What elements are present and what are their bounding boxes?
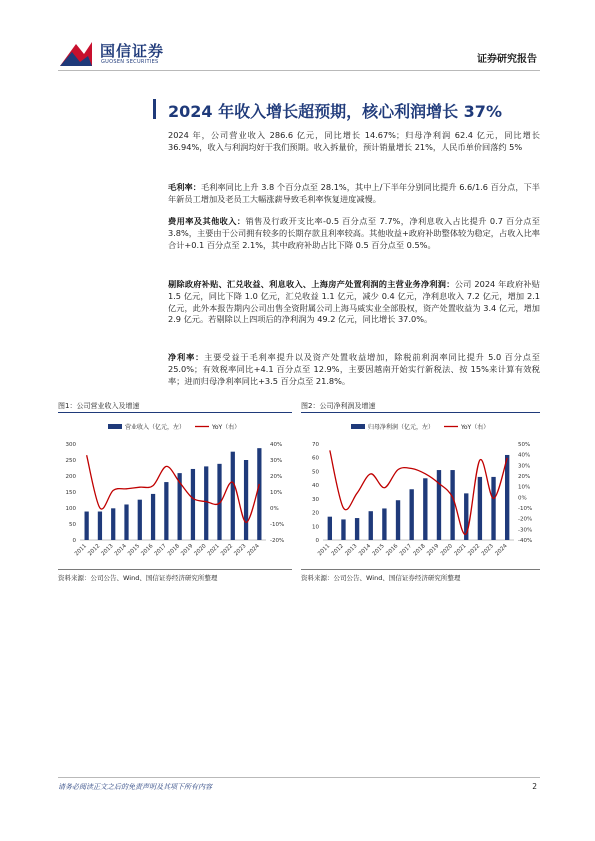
- guosen-logo-icon: [58, 38, 94, 68]
- x-axis-tick-label: 2018: [412, 543, 427, 558]
- figure-bottom-rule: [301, 569, 540, 570]
- revenue-bar: [355, 518, 359, 540]
- left-axis-tick-label: 50: [69, 522, 76, 528]
- net-profit-chart: [301, 416, 540, 568]
- x-axis-tick-label: 2012: [330, 543, 345, 558]
- revenue-bar: [85, 512, 89, 540]
- left-axis-tick-label: 50: [312, 469, 319, 476]
- right-axis-tick-label: -40%: [518, 538, 533, 544]
- paragraph-net-margin: [168, 352, 540, 387]
- x-axis-tick-label: 2017: [398, 543, 414, 558]
- revenue-bar: [191, 469, 195, 540]
- x-axis-tick-label: 2015: [127, 543, 142, 558]
- revenue-bar: [124, 504, 128, 540]
- x-axis-tick-label: 2016: [385, 543, 400, 558]
- right-axis-tick-label: -20%: [518, 516, 533, 523]
- revenue-bar: [369, 511, 373, 540]
- figure-top-rule: [301, 412, 540, 413]
- right-axis-tick-label: -10%: [270, 522, 285, 528]
- paragraph-summary: [168, 130, 540, 154]
- x-axis-tick-label: 2022: [220, 543, 235, 558]
- chart-legend: [108, 423, 240, 431]
- page-number: 2: [532, 782, 537, 791]
- x-axis-tick-label: 2019: [180, 543, 195, 558]
- revenue-bar: [423, 478, 427, 540]
- x-axis-tick-label: 2014: [358, 543, 373, 558]
- revenue-bar: [478, 477, 482, 540]
- revenue-bar: [244, 460, 248, 540]
- figure-source: 资料来源：公司公告、Wind、国信证券经济研究所整理: [301, 574, 461, 582]
- x-axis-tick-label: 2015: [371, 543, 386, 558]
- figure-caption: 图1：公司营业收入及增速: [58, 402, 140, 410]
- left-axis-tick-label: 70: [312, 442, 319, 448]
- x-axis-tick-label: 2011: [317, 543, 332, 558]
- right-axis-tick-label: 40%: [518, 452, 531, 459]
- paragraph-text: 公司 2024 年政府补贴 1.5 亿元，同比下降 1.0 亿元，汇兑收益 1.1 亿元，减少 0.4 亿元，净利息收入 7.2 亿元，增加 2.1 亿元，此外本报告期内公司出售全资附属公司上海马威实业全部股权，资产处置收益为 3.4 亿元，增加 2.9 亿元。若剔除以上四项后的净利润为 49.2 亿元，同比增长 37.0%。: [168, 279, 540, 325]
- figure-bottom-rule: [58, 569, 292, 570]
- x-axis-tick-label: 2012: [87, 543, 102, 558]
- revenue-bar: [450, 470, 454, 540]
- paragraph-lead: 净利率：: [168, 352, 205, 362]
- title-accent-bar: [153, 99, 156, 119]
- legend-bar-label: 营业收入（亿元，左）: [125, 424, 186, 431]
- x-axis-tick-label: 2022: [467, 543, 482, 558]
- right-axis-tick-label: -20%: [270, 538, 285, 544]
- x-axis-tick-label: 2024: [246, 543, 261, 558]
- left-axis-tick-label: 20: [312, 510, 319, 517]
- right-axis-tick-label: 10%: [518, 484, 531, 491]
- revenue-bar: [491, 477, 495, 540]
- revenue-bar: [382, 508, 386, 540]
- left-axis-tick-label: 0: [72, 538, 76, 544]
- figure-source: 资料来源：公司公告、Wind、国信证券经济研究所整理: [58, 574, 218, 582]
- revenue-bar: [164, 482, 168, 540]
- revenue-bar: [98, 512, 102, 540]
- revenue-bar: [151, 494, 155, 540]
- x-axis-tick-label: 2018: [166, 543, 182, 558]
- left-axis-tick-label: 200: [65, 474, 76, 480]
- x-axis-tick-label: 2023: [480, 543, 495, 558]
- figure-top-rule: [58, 412, 292, 413]
- revenue-bar: [328, 517, 332, 540]
- revenue-bar: [437, 470, 441, 540]
- left-axis-tick-label: 30: [312, 496, 319, 503]
- paragraph-gross-margin: [168, 182, 540, 206]
- revenue-bar: [409, 489, 413, 540]
- paragraph-text: 销售及行政开支比率-0.5 百分点至 7.7%，净利息收入占比提升 0.7 百分点至 3.8%，主要由于公司拥有较多的长期存款且利率较高。其他收益+政府补助整体较为稳定，占收入比率合计+0.1 百分点至 2.1%，其中政府补助占比下降 0.5 百分点至 0.5%。: [168, 216, 540, 250]
- x-axis-tick-label: 2013: [100, 543, 115, 558]
- brand-name-en: GUOSEN SECURITIES: [101, 59, 159, 65]
- right-axis-tick-label: 50%: [518, 442, 531, 448]
- legend-bar-swatch: [351, 424, 365, 429]
- legend-bar-label: 归母净利润（亿元，左）: [368, 424, 435, 431]
- revenue-bar: [341, 519, 345, 540]
- figure-caption: 图2：公司净利润及增速: [301, 402, 376, 410]
- x-axis-tick-label: 2021: [206, 543, 221, 558]
- revenue-bar: [138, 500, 142, 540]
- x-axis-tick-label: 2016: [140, 543, 155, 558]
- revenue-bar: [396, 500, 400, 540]
- x-axis-tick-label: 2023: [233, 543, 248, 558]
- right-axis-tick-label: 40%: [270, 442, 283, 448]
- disclaimer-text: 请务必阅读正文之后的免责声明及其项下所有内容: [58, 783, 212, 791]
- legend-line-label: YoY（右）: [212, 424, 241, 431]
- footer-divider: [58, 777, 540, 778]
- x-axis-tick-label: 2021: [453, 543, 468, 558]
- paragraph-text: 主要受益于毛利率提升以及资产处置收益增加，除税前利润率同比提升 5.0 百分点至 25.0%；有效税率同比+4.1 百分点至 12.9%，主要因越南开始实行新税法、按 15%来计算有效税率；进而归母净利率同比+3.5 百分点至 21.8%。: [168, 352, 540, 386]
- x-axis-tick-label: 2019: [426, 543, 441, 558]
- right-axis-tick-label: 30%: [270, 458, 283, 464]
- revenue-chart: [58, 416, 292, 568]
- right-axis-tick-label: 10%: [270, 490, 283, 496]
- paragraph-lead: 剔除政府补贴、汇兑收益、利息收入、上海房产处置利润的主营业务净利润：: [168, 279, 455, 289]
- left-axis-tick-label: 40: [312, 483, 319, 490]
- paragraph-expense-ratio: [168, 216, 540, 251]
- revenue-bar: [204, 466, 208, 540]
- left-axis-tick-label: 60: [312, 455, 319, 462]
- right-axis-tick-label: 30%: [518, 463, 531, 470]
- revenue-bar: [111, 508, 115, 540]
- left-axis-tick-label: 300: [65, 442, 76, 448]
- paragraph-lead: 毛利率：: [168, 182, 201, 192]
- x-axis-tick-label: 2014: [113, 543, 128, 558]
- chart-legend: [351, 423, 489, 431]
- left-axis-tick-label: 100: [65, 506, 76, 512]
- right-axis-tick-label: -30%: [518, 527, 533, 534]
- x-axis-tick-label: 2011: [73, 543, 89, 558]
- x-axis-tick-label: 2013: [344, 543, 359, 558]
- revenue-bar: [257, 448, 261, 540]
- paragraph-lead: 费用率及其他收入：: [168, 216, 246, 226]
- paragraph-text: 2024 年，公司营业收入 286.6 亿元，同比增长 14.67%；归母净利润 62.4 亿元，同比增长 36.94%，收入与利润均好于我们预期。收入拆量价，预计销量增长 21%，人民币单价回落约 5%: [168, 130, 540, 152]
- left-axis-tick-label: 10: [312, 524, 319, 531]
- right-axis-tick-label: 0%: [270, 506, 279, 512]
- legend-bar-swatch: [108, 424, 122, 429]
- header-divider: [58, 70, 540, 71]
- x-axis-tick-label: 2017: [153, 543, 168, 558]
- x-axis-tick-label: 2020: [439, 543, 455, 558]
- page-title: 2024 年收入增长超预期，核心利润增长 37%: [168, 102, 502, 121]
- left-axis-tick-label: 0: [315, 538, 319, 544]
- x-axis-tick-label: 2024: [494, 543, 509, 558]
- left-axis-tick-label: 150: [65, 490, 76, 496]
- left-axis-tick-label: 250: [65, 458, 76, 464]
- x-axis-tick-label: 2020: [193, 543, 208, 558]
- right-axis-tick-label: 20%: [518, 474, 531, 480]
- right-axis-tick-label: -10%: [518, 506, 533, 512]
- paragraph-core-profit: [168, 279, 540, 326]
- document-type: 证券研究报告: [477, 54, 537, 65]
- brand-name: 国信证券: [100, 42, 165, 60]
- right-axis-tick-label: 20%: [270, 474, 283, 480]
- revenue-bar: [505, 455, 509, 540]
- legend-line-label: YoY（右）: [461, 424, 490, 431]
- right-axis-tick-label: 0%: [518, 495, 527, 502]
- revenue-bar: [231, 452, 235, 540]
- paragraph-text: 毛利率同比上升 3.8 个百分点至 28.1%，其中上/下半年分别同比提升 6.6/1.6 百分点，下半年新员工增加及老员工大幅涨薪导致毛利率恢复进度减慢。: [168, 182, 540, 204]
